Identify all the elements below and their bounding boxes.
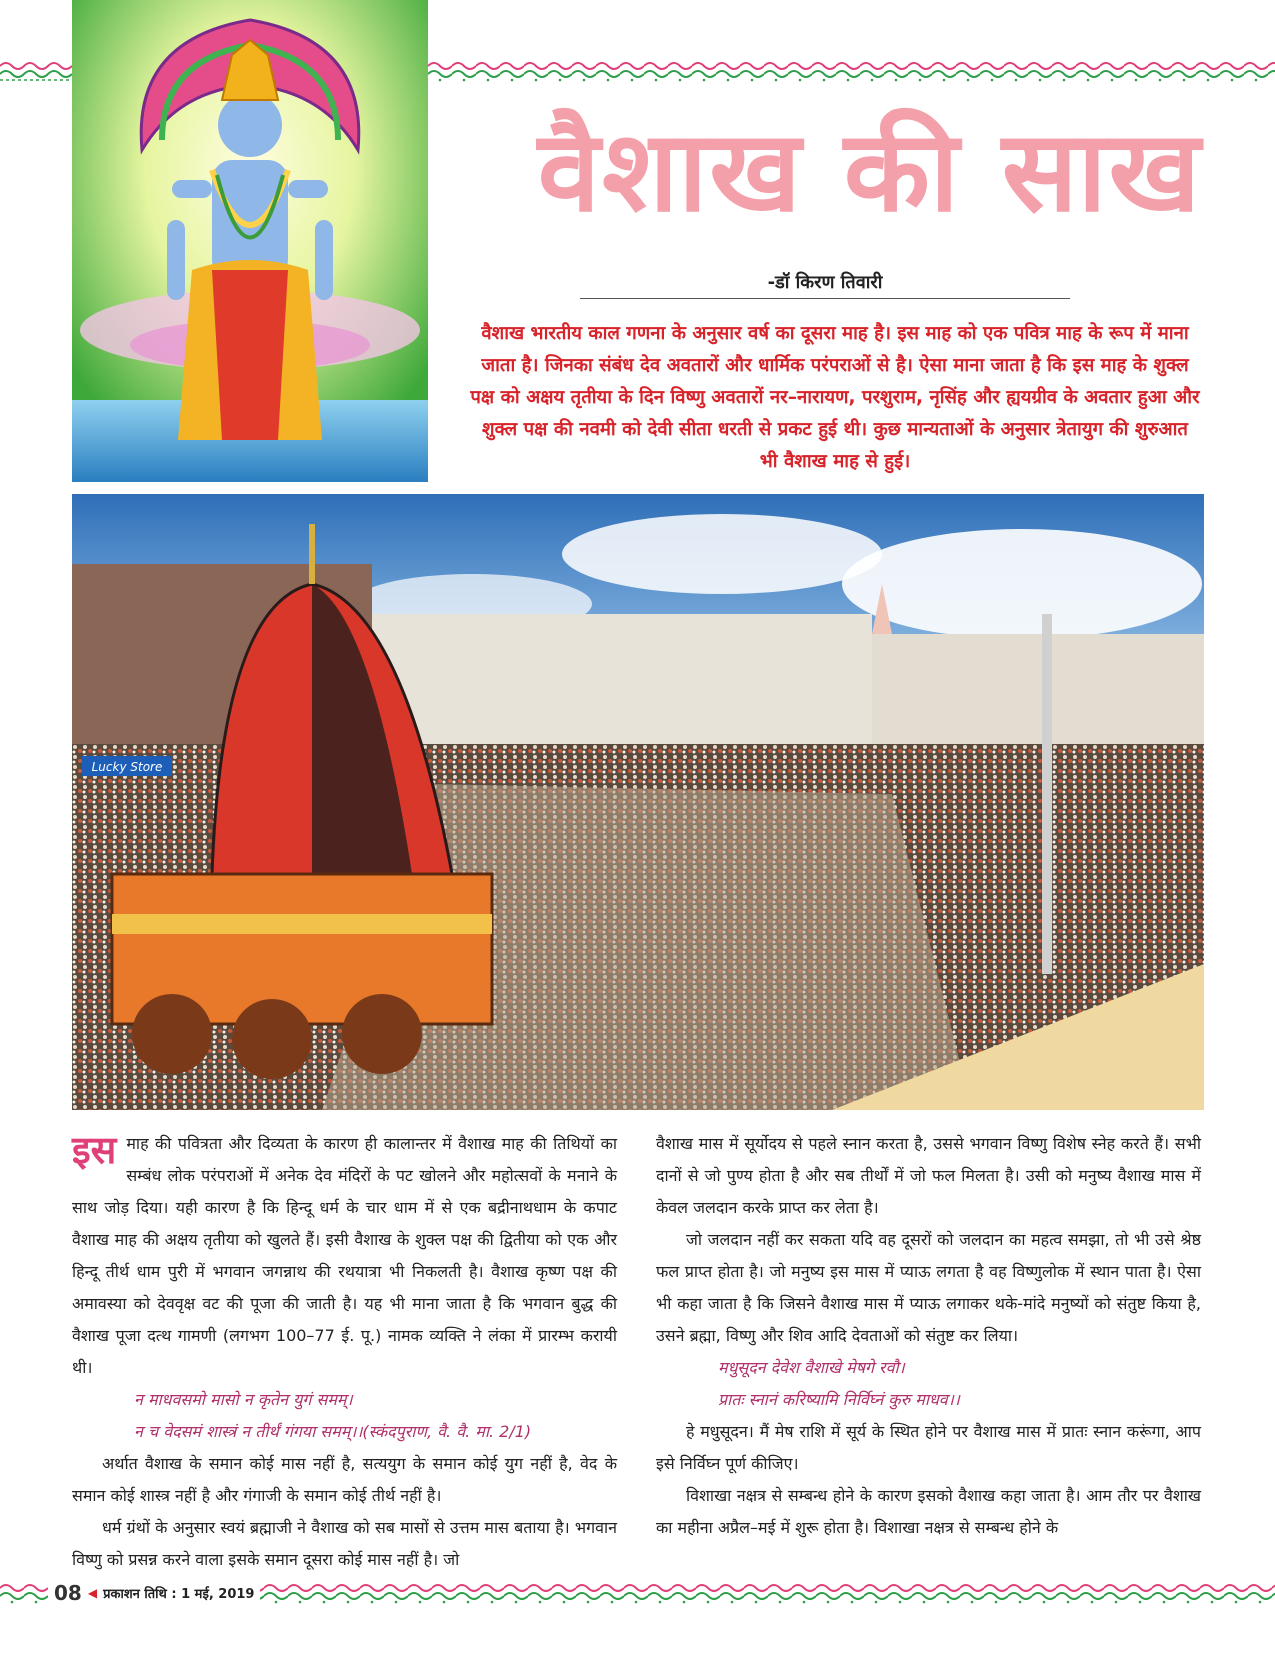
vishnu-illustration xyxy=(72,0,428,482)
page-footer xyxy=(48,1580,260,1606)
left-paragraph-1 xyxy=(72,1128,617,1384)
article-intro: वैशाख भारतीय काल गणना के अनुसार वर्ष का दूसरा माह है। इस माह को एक पवित्र माह के रूप में माना जाता है। जिनका संबंध देव अवतारों और धार्मिक परंपराओं से है। ऐसा माना जाता है कि इस माह के शुक्ल पक्ष को अक्षय तृतीया के दिन विष्णु अवतारों नर–नारायण, परशुराम, नृसिंह और ह्ययग्रीव के अवतार हुआ और शुक्ल पक्ष की नवमी को देवी सीता धरती से प्रकट हुई थी। कुछ मान्यताओं के अनुसार त्रेतायुग की शुरुआत भी वैशाख माह से हुई। xyxy=(470,323,1200,472)
article-title: वैशाख की साख xyxy=(537,107,1203,237)
shop-sign: Lucky Store xyxy=(91,760,163,774)
right-shloka-line-2: प्रातः स्नानं करिष्यामि निर्विघ्नं कुरु माधव।। xyxy=(718,1390,960,1409)
dropcap: इस xyxy=(72,1128,117,1172)
left-paragraph-3: धर्म ग्रंथों के अनुसार स्वयं ब्रह्माजी ने वैशाख को सब मासों से उत्तम मास बताया है। भगवान विष्णु को प्रसन्न करने वाला इसके समान दूसरा कोई मास नहीं है। जो xyxy=(72,1518,617,1569)
right-paragraph-1: वैशाख मास में सूर्योदय से पहले स्नान करता है, उससे भगवान विष्णु विशेष स्नेह करते हैं। सभी दानों से जो पुण्य होता है और सब तीर्थों में जो फल मिलता है। उसी को मनुष्य वैशाख मास में केवल जलदान करके प्राप्त कर लेता है। xyxy=(656,1134,1201,1217)
right-paragraph-4: विशाखा नक्षत्र से सम्बन्ध होने के कारण इसको वैशाख कहा जाता है। आम तौर पर वैशाख का महीना अप्रैल–मई में शुरू होता है। विशाखा नक्षत्र से सम्बन्ध होने के xyxy=(656,1486,1201,1537)
author-divider xyxy=(580,298,1070,299)
body-column-left xyxy=(72,1128,617,1576)
decorative-border-top-left xyxy=(0,58,72,84)
shloka-line-2 xyxy=(72,1416,617,1448)
left-paragraph-2: अर्थात वैशाख के समान कोई मास नहीं है, सत्ययुग के समान कोई युग नहीं है, वेद के समान कोई शास्त्र नहीं है और गंगाजी के समान कोई तीर्थ नहीं है। xyxy=(72,1454,617,1505)
author-byline: -डॉ किरण तिवारी xyxy=(767,272,883,293)
right-paragraph-2: जो जलदान नहीं कर सकता यदि वह दूसरों को जलदान का महत्व समझा, तो भी उसे श्रेष्ठ फल प्राप्त होता है। जो मनुष्य इस मास में प्याऊ लगता है वह विष्णुलोक में स्थान पाता है। ऐसा भी कहा जाता है कि जिसने वैशाख मास में प्याऊ लगाकर थके-मांदे मनुष्यों को संतुष्ट किया है, उसने ब्रह्मा, विष्णु और शिव आदि देवताओं को संतुष्ट कर लिया। xyxy=(656,1230,1201,1345)
decorative-border-top-right xyxy=(428,58,1275,84)
shloka-line-1: न माधवसमो मासो न कृतेन युगं समम्। xyxy=(134,1390,353,1409)
left-paragraph-1-text: माह की पवित्रता और दिव्यता के कारण ही कालान्तर में वैशाख माह की तिथियों का सम्बंध लोक परंपराओं में अनेक देव मंदिरों के पट खोलने और महोत्सवों के मनाने के साथ जोड़ दिया। यही कारण है कि हिन्दू धर्म के चार धाम में से एक बद्रीनाथधाम के कपाट वैशाख माह की अक्षय तृतीया को खुलते हैं। इसी वैशाख के शुक्ल पक्ष की द्वितीया को एक और हिन्दू तीर्थ धाम पुरी में भगवान जगन्नाथ की रथयात्रा भी निकलती है। वैशाख कृष्ण पक्ष की अमावस्या को देववृक्ष वट की पूजा की जाती है। यह भी माना जाता है कि भगवान बुद्ध की वैशाख पूजा दत्थ गामणी (लगभग 100–77 ई. पू.) नामक व्यक्ति ने लंका में प्रारम्भ करायी थी। xyxy=(72,1134,617,1377)
page-number: 08 xyxy=(54,1581,82,1605)
shloka-reference: (स्कंदपुराण, वै. वै. मा. 2/1) xyxy=(362,1422,532,1441)
body-column-right xyxy=(656,1128,1201,1544)
rath-yatra-photo xyxy=(72,494,1204,1110)
arrow-icon: ◀ xyxy=(87,1586,98,1600)
publication-date: प्रकाशन तिथि : 1 मई, 2019 xyxy=(103,1587,255,1602)
shloka-line-2-text: न च वेदसमं शास्त्रं न तीर्थं गंगया समम्।। xyxy=(134,1422,363,1441)
right-shloka-line-1: मधुसूदन देवेश वैशाखे मेषगे रवौ। xyxy=(718,1358,905,1377)
right-paragraph-3: हे मधुसूदन। मैं मेष राशि में सूर्य के स्थित होने पर वैशाख मास में प्रातः स्नान करूंगा, आप इसे निर्विघ्न पूर्ण कीजिए। xyxy=(656,1422,1201,1473)
